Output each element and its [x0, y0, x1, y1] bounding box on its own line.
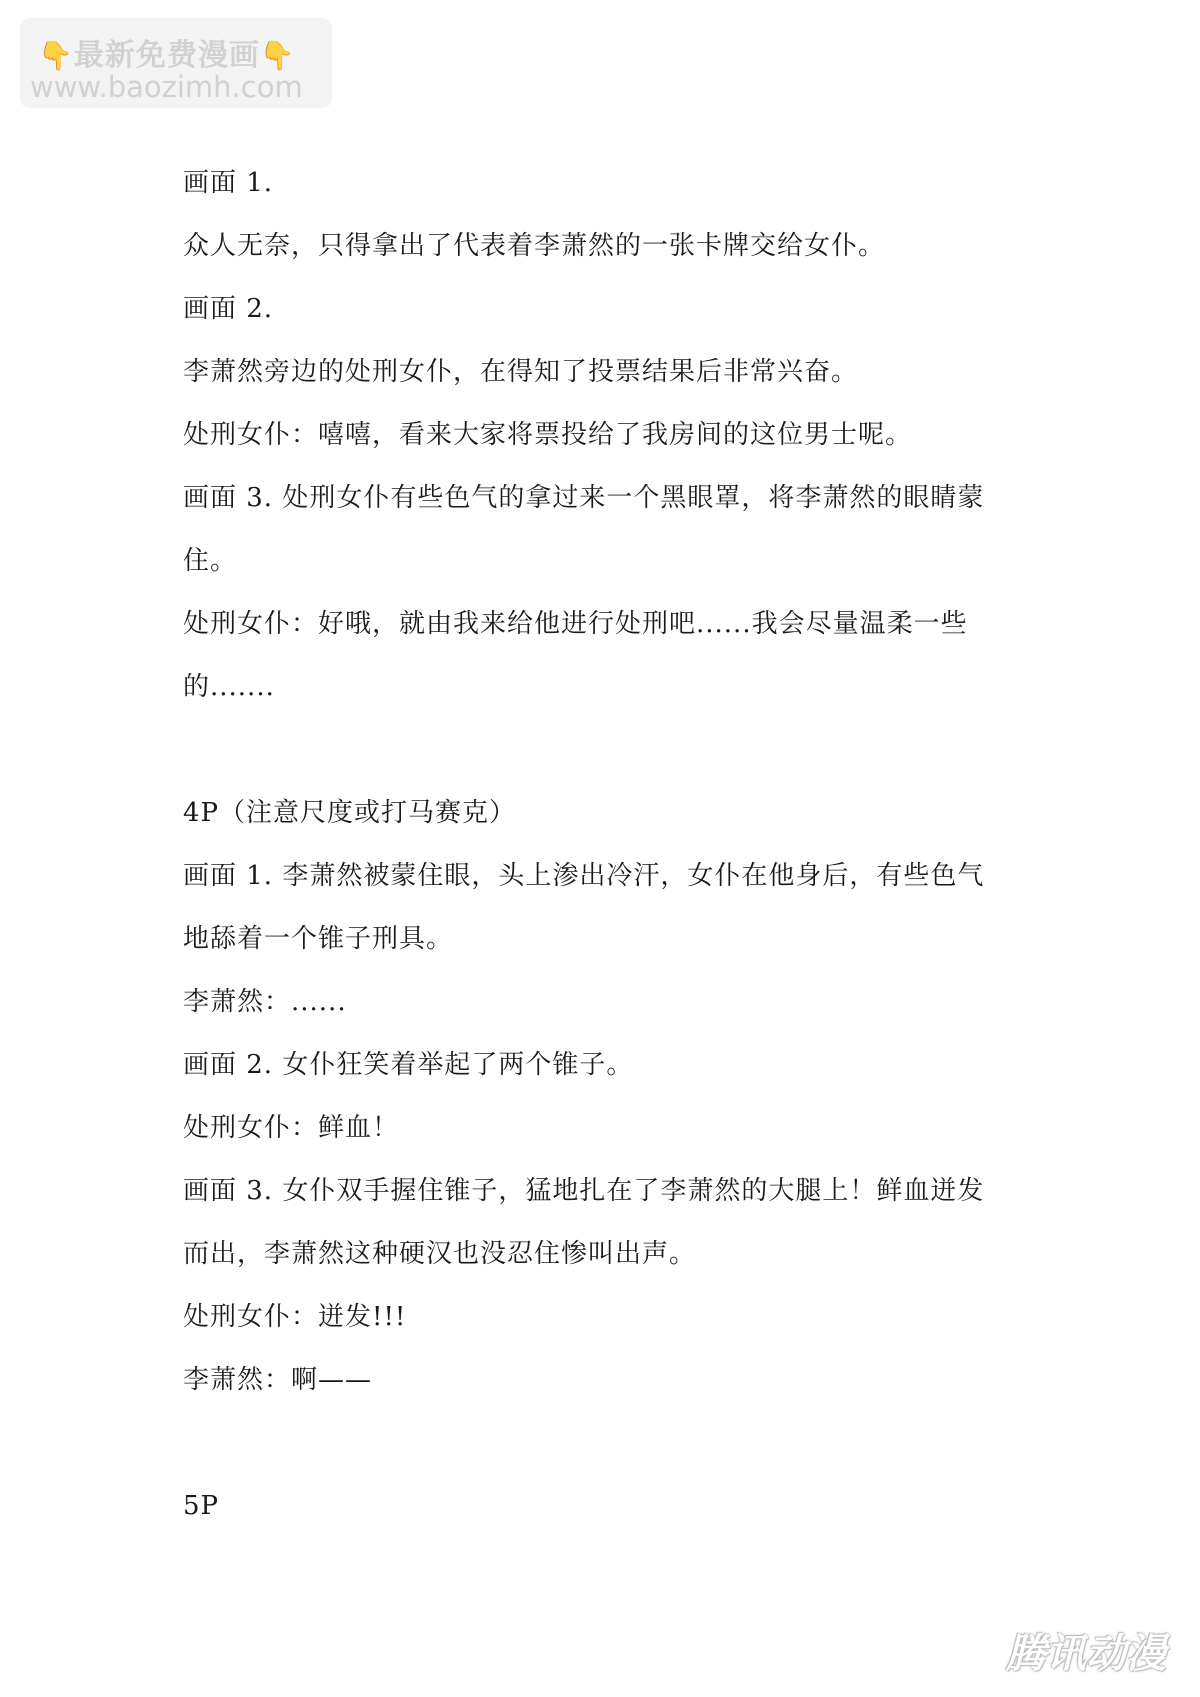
script-line: 画面 2. 女仆狂笑着举起了两个锥子。: [183, 1050, 634, 1080]
blank-line: [183, 1412, 1028, 1475]
script-text: [183, 152, 1028, 1538]
brand-logo-text: 腾讯动漫: [1006, 1631, 1166, 1677]
page-heading: 5P: [183, 1491, 220, 1521]
script-line: 李萧然：......: [183, 987, 347, 1017]
watermark-title: 最新免费漫画: [73, 38, 260, 73]
script-line: 画面 1. 李萧然被蒙住眼，头上渗出冷汗，女仆在他身后，有些色气: [183, 861, 985, 891]
script-line: 而出，李萧然这种硬汉也没忍住惨叫出声。: [183, 1239, 697, 1269]
watermark-url: www.baozimh.com: [30, 70, 303, 104]
watermark-title-row: [38, 30, 296, 74]
script-line: 的.......: [183, 672, 275, 702]
script-line: 李萧然旁边的处刑女仆，在得知了投票结果后非常兴奋。: [183, 357, 859, 387]
script-line: 画面 3. 处刑女仆有些色气的拿过来一个黑眼罩，将李萧然的眼睛蒙: [183, 483, 985, 513]
script-line: 处刑女仆：鲜血！: [183, 1113, 400, 1143]
blank-line: [183, 719, 1028, 782]
pointing-down-icon: 👇: [259, 39, 296, 72]
pointing-down-icon: 👇: [38, 39, 74, 72]
script-line: 画面 2.: [183, 294, 274, 324]
script-line: 画面 1.: [183, 168, 274, 198]
script-line: 处刑女仆：好哦，就由我来给他进行处刑吧......我会尽量温柔一些: [183, 609, 968, 639]
tencent-comics-logo: [986, 1625, 1186, 1683]
script-line: 画面 3. 女仆双手握住锥子，猛地扎在了李萧然的大腿上！鲜血迸发: [183, 1176, 985, 1206]
site-watermark: [20, 18, 332, 108]
page-heading: 4P（注意尺度或打马赛克）: [183, 798, 517, 828]
script-line: 处刑女仆：嘻嘻，看来大家将票投给了我房间的这位男士呢。: [183, 420, 913, 450]
script-line: 李萧然：啊——: [183, 1365, 373, 1395]
script-line: 处刑女仆：迸发!!!: [183, 1302, 407, 1332]
script-line: 住。: [183, 546, 238, 576]
script-line: 众人无奈，只得拿出了代表着李萧然的一张卡牌交给女仆。: [183, 231, 886, 261]
script-line: 地舔着一个锥子刑具。: [183, 924, 454, 954]
